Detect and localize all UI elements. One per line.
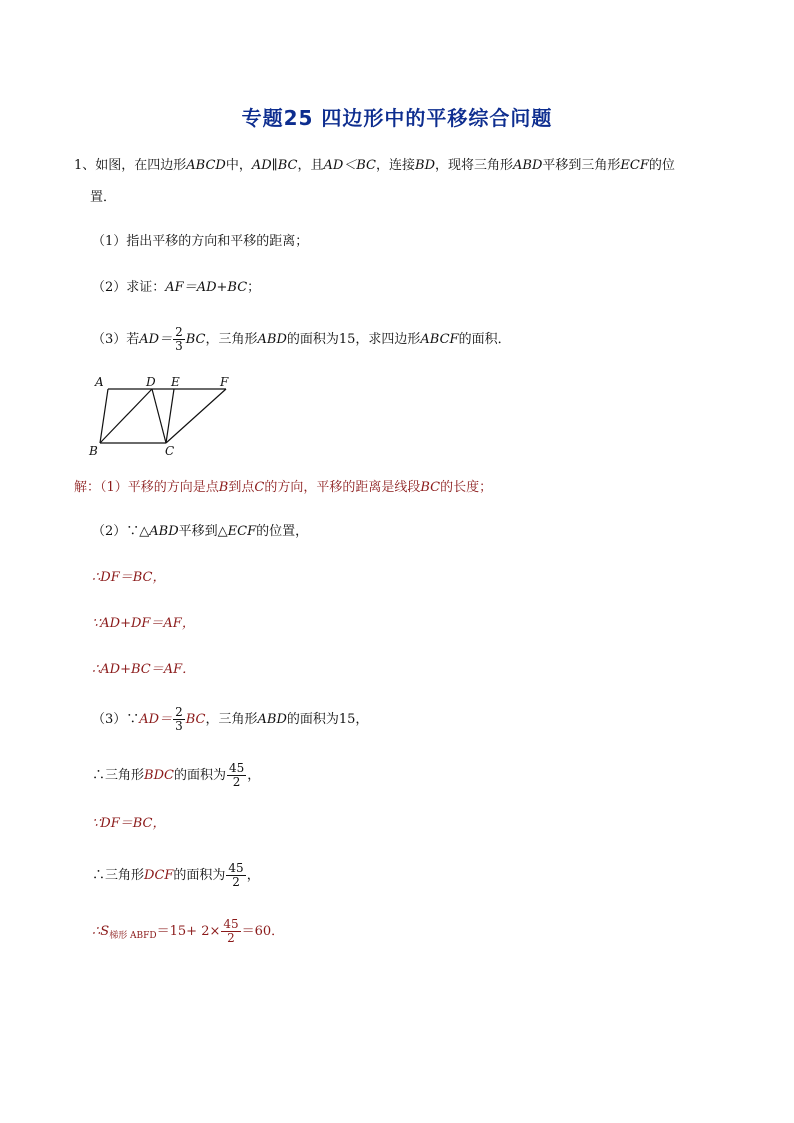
label-e: E	[171, 375, 180, 389]
math: BC	[420, 480, 441, 495]
solution-bdc-area	[92, 762, 260, 789]
math: ∴S	[92, 924, 110, 939]
math: ECF	[227, 524, 257, 539]
label-a: A	[95, 375, 104, 389]
label-d: D	[146, 375, 156, 389]
math: AD＜BC	[323, 158, 377, 173]
subscript: 梯形 ABFD	[109, 931, 157, 941]
solution-step-conclusion: ∴AD+BC＝AF．	[92, 662, 196, 677]
solution-dcf-area	[92, 862, 260, 889]
text: （2）求证：	[92, 280, 166, 295]
math: BD	[415, 158, 436, 173]
fraction-denominator: 3	[175, 719, 183, 733]
problem-part2	[92, 278, 260, 298]
problem-stem-line2: 置．	[90, 190, 117, 205]
text: ，	[246, 868, 260, 883]
solution-final	[92, 918, 284, 946]
fraction-numerator: 45	[223, 917, 239, 931]
problem-number: 1、	[74, 158, 96, 173]
math: ABD	[513, 158, 543, 173]
math: BC	[185, 712, 206, 727]
text: 的面积为	[173, 868, 226, 883]
fraction	[227, 762, 246, 789]
math: ABCF	[420, 332, 459, 347]
text: 的位置，	[256, 524, 309, 539]
solution-step-sum: ∵AD+DF＝AF，	[92, 616, 195, 631]
text: 解：（1）平移的方向是点	[74, 480, 219, 495]
geometry-figure	[86, 372, 246, 462]
text: （3）若	[92, 332, 140, 347]
text: （2）∵△	[92, 524, 150, 539]
text: 的位	[648, 158, 675, 173]
text: 的方向，平移的距离是线段	[264, 480, 421, 495]
text: 平移到△	[178, 524, 228, 539]
text: ＝15+ 2×	[156, 924, 221, 939]
fraction-denominator: 2	[227, 931, 235, 945]
problem-stem-line1	[74, 156, 675, 176]
solution-step-df2: ∵DF＝BC，	[92, 816, 166, 831]
text: ＝60．	[241, 924, 285, 939]
fraction-denominator: 3	[175, 339, 183, 353]
label-b: B	[89, 444, 98, 458]
label-c: C	[165, 444, 175, 458]
math: ABD	[149, 524, 179, 539]
fraction	[173, 706, 185, 733]
text: 的面积为	[173, 768, 226, 783]
fraction-numerator: 45	[228, 861, 244, 875]
math: ABD	[257, 712, 287, 727]
fraction	[226, 862, 245, 889]
text: 的长度；	[440, 480, 493, 495]
problem-part3	[92, 326, 511, 353]
text: ，连接	[376, 158, 416, 173]
text: 中，	[225, 158, 252, 173]
fraction	[173, 326, 185, 353]
math: BDC	[144, 768, 174, 783]
text: ，现将三角形	[435, 158, 514, 173]
fraction-denominator: 2	[232, 775, 241, 789]
solution-part1	[74, 478, 492, 498]
line-dc	[152, 389, 166, 443]
line-ec	[166, 389, 174, 443]
math: ABD	[257, 332, 287, 347]
text: ∴三角形	[92, 868, 145, 883]
solution-part2	[92, 522, 308, 542]
solution-part3	[92, 706, 368, 733]
text: ∴三角形	[92, 768, 145, 783]
text: 平移到三角形	[542, 158, 621, 173]
fraction-numerator: 2	[175, 325, 183, 339]
math: ECF	[620, 158, 649, 173]
math: AD＝	[139, 332, 173, 347]
text: 的面积为15，求四边形	[286, 332, 421, 347]
line-bd	[100, 389, 152, 443]
text: ，三角形	[205, 332, 258, 347]
line-ab	[100, 389, 108, 443]
math: C	[254, 480, 265, 495]
line-fc	[166, 389, 226, 443]
label-f: F	[220, 375, 229, 389]
math: AD∥BC	[251, 158, 298, 173]
text: ，三角形	[205, 712, 258, 727]
math: BC	[185, 332, 206, 347]
problem-part1: （1）指出平移的方向和平移的距离；	[92, 234, 309, 249]
math: AF＝AD+BC	[165, 280, 248, 295]
fraction-numerator: 45	[228, 761, 245, 775]
math: ABCD	[186, 158, 226, 173]
text: ；	[247, 280, 261, 295]
fraction	[221, 918, 240, 945]
math: B	[218, 480, 229, 495]
text: 的面积为15，	[286, 712, 369, 727]
fraction-numerator: 2	[175, 705, 183, 719]
math: AD＝	[139, 712, 173, 727]
text: 的面积．	[458, 332, 511, 347]
text: 如图，在四边形	[95, 158, 187, 173]
fraction-denominator: 2	[232, 875, 240, 889]
text: ，且	[297, 158, 324, 173]
page-title: 专题25 四边形中的平移综合问题	[241, 106, 553, 130]
text: ，	[247, 768, 261, 783]
solution-step-df: ∴DF＝BC，	[92, 570, 166, 585]
text: 到点	[228, 480, 255, 495]
text: （3）∵	[92, 712, 140, 727]
math: DCF	[144, 868, 174, 883]
